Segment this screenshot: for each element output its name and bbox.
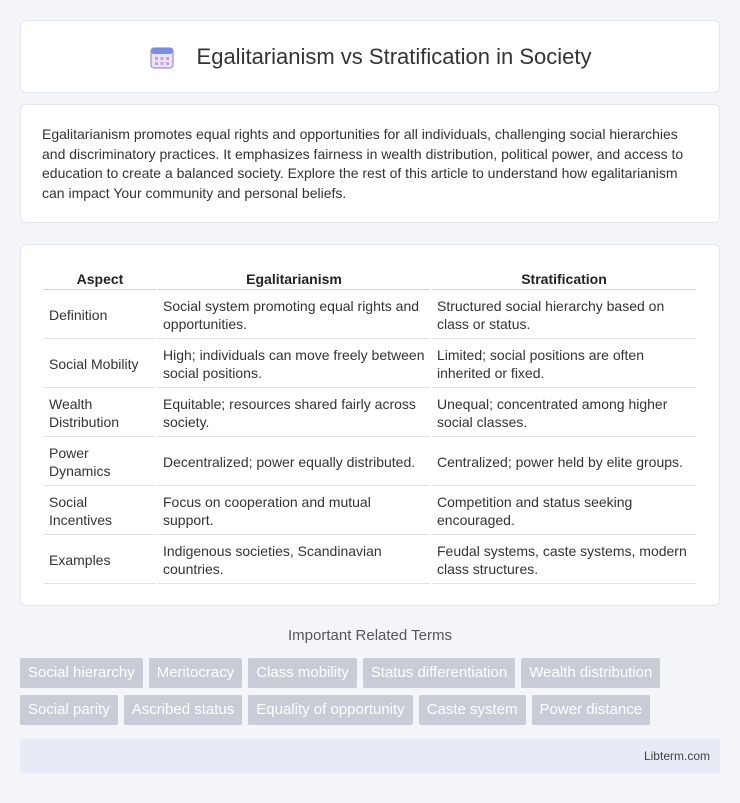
tag-caste-system[interactable]: Caste system [419, 695, 526, 725]
tag-wealth-distribution[interactable]: Wealth distribution [521, 658, 660, 688]
comparison-card [20, 244, 720, 606]
tag-social-hierarchy[interactable]: Social hierarchy [20, 658, 143, 688]
page-title: Egalitarianism vs Stratification in Society [196, 43, 592, 69]
cell-aspect: Social Incentives [44, 488, 156, 535]
cell-stratification: Structured social hierarchy based on class or status. [432, 292, 696, 339]
tag-equality-of-opportunity[interactable]: Equality of opportunity [248, 695, 412, 725]
cell-stratification: Limited; social positions are often inherited or fixed. [432, 341, 696, 388]
title-card [20, 20, 720, 93]
table-row [44, 341, 696, 388]
cell-egalitarianism: Indigenous societies, Scandinavian countries. [158, 537, 430, 584]
cell-stratification: Feudal systems, caste systems, modern class structures. [432, 537, 696, 584]
cell-aspect: Definition [44, 292, 156, 339]
tag-meritocracy[interactable]: Meritocracy [149, 658, 243, 688]
footer-site-link[interactable]: Libterm.com [643, 749, 710, 763]
cell-aspect: Wealth Distribution [44, 390, 156, 437]
table-row [44, 537, 696, 584]
table-row [44, 488, 696, 535]
header-stratification: Stratification [432, 267, 696, 290]
cell-stratification: Competition and status seeking encouraged. [432, 488, 696, 535]
tag-row [20, 658, 720, 688]
table-row [44, 439, 696, 486]
tag-class-mobility[interactable]: Class mobility [248, 658, 357, 688]
cell-egalitarianism: Focus on cooperation and mutual support. [158, 488, 430, 535]
cell-stratification: Centralized; power held by elite groups. [432, 439, 696, 486]
related-terms-title: Important Related Terms [288, 627, 452, 644]
cell-aspect: Examples [44, 537, 156, 584]
comparison-table [42, 265, 698, 586]
table-header-row [44, 267, 696, 290]
related-terms [20, 658, 720, 732]
cell-egalitarianism: Decentralized; power equally distributed. [158, 439, 430, 486]
cell-egalitarianism: Equitable; resources shared fairly across society. [158, 390, 430, 437]
cell-stratification: Unequal; concentrated among higher social classes. [432, 390, 696, 437]
cell-egalitarianism: High; individuals can move freely between social positions. [158, 341, 430, 388]
calendar-icon [149, 44, 175, 70]
header-egalitarianism: Egalitarianism [158, 267, 430, 290]
tag-social-parity[interactable]: Social parity [20, 695, 118, 725]
cell-aspect: Social Mobility [44, 341, 156, 388]
table-row [44, 292, 696, 339]
cell-egalitarianism: Social system promoting equal rights and opportunities. [158, 292, 430, 339]
tag-status-differentiation[interactable]: Status differentiation [363, 658, 515, 688]
intro-text: Egalitarianism promotes equal rights and opportunities for all individuals, challenging social hierarchies and discriminatory practices. It emphasizes fairness in wealth distribution, political power, and access to education to create a balanced society. Explore the rest of this article to understand how egalitarianism can impact Your community and personal beliefs. [42, 126, 684, 201]
footer [20, 739, 720, 773]
tag-row [20, 695, 720, 725]
tag-ascribed-status[interactable]: Ascribed status [124, 695, 243, 725]
table-row [44, 390, 696, 437]
tag-power-distance[interactable]: Power distance [532, 695, 651, 725]
cell-aspect: Power Dynamics [44, 439, 156, 486]
intro-card [20, 104, 720, 223]
header-aspect: Aspect [44, 267, 156, 290]
